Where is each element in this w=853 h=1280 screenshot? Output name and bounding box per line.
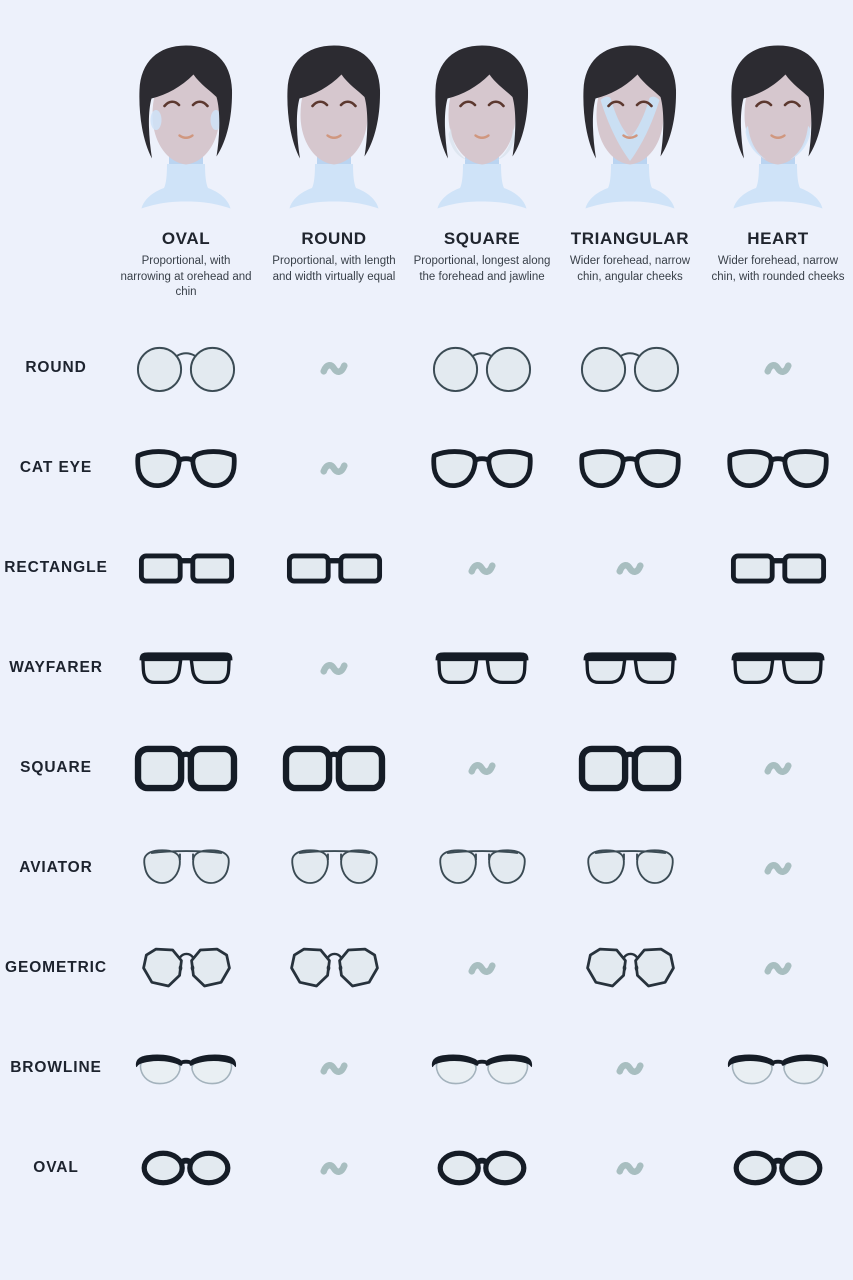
face-column-oval xyxy=(112,40,260,318)
face-shape-name: HEART xyxy=(747,229,809,248)
round-glasses-icon xyxy=(579,343,681,394)
face-shape-description: Wider forehead, narrow chin, angular cheeks xyxy=(569,255,691,283)
cell-aviator-round xyxy=(260,847,408,890)
face-column-heart xyxy=(704,40,852,318)
cell-geometric-heart xyxy=(704,960,852,977)
cell-rectangle-triangular xyxy=(556,560,704,577)
cell-wayfarer-heart xyxy=(704,650,852,686)
not-recommended-tilde-icon xyxy=(764,360,792,377)
not-recommended-tilde-icon xyxy=(320,1060,348,1077)
oval-glasses-icon xyxy=(436,1149,528,1187)
cell-geometric-square xyxy=(408,960,556,977)
not-recommended-tilde-icon xyxy=(764,760,792,777)
cell-square-heart xyxy=(704,760,852,777)
square-glasses-icon xyxy=(282,745,386,792)
wayfarer-glasses-icon xyxy=(728,650,828,686)
cell-wayfarer-triangular xyxy=(556,650,704,686)
square-glasses-icon xyxy=(578,745,682,792)
cell-cat-eye-square xyxy=(408,446,556,490)
cell-geometric-triangular xyxy=(556,944,704,992)
not-recommended-tilde-icon xyxy=(764,860,792,877)
glasses-style-label: BROWLINE xyxy=(10,1059,102,1076)
face-shape-name: ROUND xyxy=(301,229,367,248)
row-cat-eye xyxy=(0,418,853,518)
browline-glasses-icon xyxy=(134,1051,238,1086)
cell-oval-heart xyxy=(704,1149,852,1187)
cell-oval-oval xyxy=(112,1149,260,1187)
face-shape-name: SQUARE xyxy=(443,229,521,248)
square-face-illustration xyxy=(421,40,543,216)
not-recommended-tilde-icon xyxy=(616,560,644,577)
not-recommended-tilde-icon xyxy=(320,460,348,477)
cell-aviator-triangular xyxy=(556,847,704,890)
row-square xyxy=(0,718,853,818)
cell-browline-oval xyxy=(112,1051,260,1086)
cell-geometric-round xyxy=(260,944,408,992)
row-wayfarer xyxy=(0,618,853,718)
rectangle-glasses-icon xyxy=(286,551,383,586)
cell-oval-triangular xyxy=(556,1160,704,1177)
geometric-glasses-icon xyxy=(138,944,235,992)
aviator-glasses-icon xyxy=(286,847,383,890)
not-recommended-tilde-icon xyxy=(616,1060,644,1077)
cell-geometric-oval xyxy=(112,944,260,992)
header-columns xyxy=(0,0,853,318)
cat-eye-glasses-icon xyxy=(577,446,683,490)
aviator-glasses-icon xyxy=(138,847,235,890)
cell-browline-heart xyxy=(704,1051,852,1086)
geometric-glasses-icon xyxy=(582,944,679,992)
glasses-style-label: AVIATOR xyxy=(19,859,93,876)
not-recommended-tilde-icon xyxy=(468,560,496,577)
cell-cat-eye-triangular xyxy=(556,446,704,490)
cell-rectangle-square xyxy=(408,560,556,577)
face-shape-description: Wider forehead, narrow chin, with rounded cheeks xyxy=(711,255,845,283)
cat-eye-glasses-icon xyxy=(429,446,535,490)
face-column-square xyxy=(408,40,556,318)
not-recommended-tilde-icon xyxy=(468,960,496,977)
face-shape-name: OVAL xyxy=(161,229,211,248)
cell-aviator-square xyxy=(408,847,556,890)
rectangle-glasses-icon xyxy=(730,551,827,586)
glasses-style-label: GEOMETRIC xyxy=(5,959,107,976)
not-recommended-tilde-icon xyxy=(320,1160,348,1177)
geometric-glasses-icon xyxy=(286,944,383,992)
oval-glasses-icon xyxy=(732,1149,824,1187)
face-column-round xyxy=(260,40,408,318)
cell-round-square xyxy=(408,343,556,394)
glasses-style-label: CAT EYE xyxy=(19,459,93,476)
aviator-glasses-icon xyxy=(434,847,531,890)
row-rectangle xyxy=(0,518,853,618)
oval-face-illustration xyxy=(125,40,247,216)
cell-square-round xyxy=(260,745,408,792)
cell-round-round xyxy=(260,360,408,377)
row-geometric xyxy=(0,918,853,1018)
cell-wayfarer-square xyxy=(408,650,556,686)
cell-browline-round xyxy=(260,1060,408,1077)
cell-round-heart xyxy=(704,360,852,377)
oval-glasses-icon xyxy=(140,1149,232,1187)
row-round xyxy=(0,318,853,418)
not-recommended-tilde-icon xyxy=(320,660,348,677)
face-shape-description: Proportional, with narrowing at orehead and chin xyxy=(120,255,252,299)
cat-eye-glasses-icon xyxy=(725,446,831,490)
cell-rectangle-round xyxy=(260,551,408,586)
round-glasses-icon xyxy=(431,343,533,394)
glasses-style-label: RECTANGLE xyxy=(4,559,108,576)
browline-glasses-icon xyxy=(726,1051,830,1086)
cell-browline-triangular xyxy=(556,1060,704,1077)
rectangle-glasses-icon xyxy=(138,551,235,586)
cell-cat-eye-round xyxy=(260,460,408,477)
wayfarer-glasses-icon xyxy=(136,650,236,686)
round-face-illustration xyxy=(273,40,395,216)
glasses-style-label: OVAL xyxy=(33,1159,79,1176)
glasses-style-label: WAYFARER xyxy=(9,659,103,676)
cell-square-oval xyxy=(112,745,260,792)
cat-eye-glasses-icon xyxy=(133,446,239,490)
cell-square-square xyxy=(408,760,556,777)
glasses-style-label: ROUND xyxy=(25,359,87,376)
row-oval xyxy=(0,1118,853,1218)
square-glasses-icon xyxy=(134,745,238,792)
cell-square-triangular xyxy=(556,745,704,792)
wayfarer-glasses-icon xyxy=(432,650,532,686)
not-recommended-tilde-icon xyxy=(616,1160,644,1177)
row-aviator xyxy=(0,818,853,918)
round-glasses-icon xyxy=(135,343,237,394)
cell-browline-square xyxy=(408,1051,556,1086)
cell-rectangle-heart xyxy=(704,551,852,586)
cell-aviator-heart xyxy=(704,860,852,877)
triangular-face-illustration xyxy=(569,40,691,216)
cell-round-triangular xyxy=(556,343,704,394)
glasses-style-label: SQUARE xyxy=(20,759,92,776)
cell-wayfarer-round xyxy=(260,660,408,677)
aviator-glasses-icon xyxy=(582,847,679,890)
wayfarer-glasses-icon xyxy=(580,650,680,686)
cell-oval-square xyxy=(408,1149,556,1187)
not-recommended-tilde-icon xyxy=(468,760,496,777)
face-shape-name: TRIANGULAR xyxy=(570,229,690,248)
cell-wayfarer-oval xyxy=(112,650,260,686)
face-column-triangular xyxy=(556,40,704,318)
not-recommended-tilde-icon xyxy=(320,360,348,377)
matrix-grid xyxy=(0,318,853,1218)
browline-glasses-icon xyxy=(430,1051,534,1086)
cell-oval-round xyxy=(260,1160,408,1177)
cell-aviator-oval xyxy=(112,847,260,890)
cell-cat-eye-heart xyxy=(704,446,852,490)
face-shape-description: Proportional, longest along the forehead and jawline xyxy=(413,255,551,283)
cell-round-oval xyxy=(112,343,260,394)
cell-cat-eye-oval xyxy=(112,446,260,490)
not-recommended-tilde-icon xyxy=(764,960,792,977)
face-shape-description: Proportional, with length and width virtually equal xyxy=(272,255,396,283)
heart-face-illustration xyxy=(717,40,839,216)
cell-rectangle-oval xyxy=(112,551,260,586)
row-browline xyxy=(0,1018,853,1118)
